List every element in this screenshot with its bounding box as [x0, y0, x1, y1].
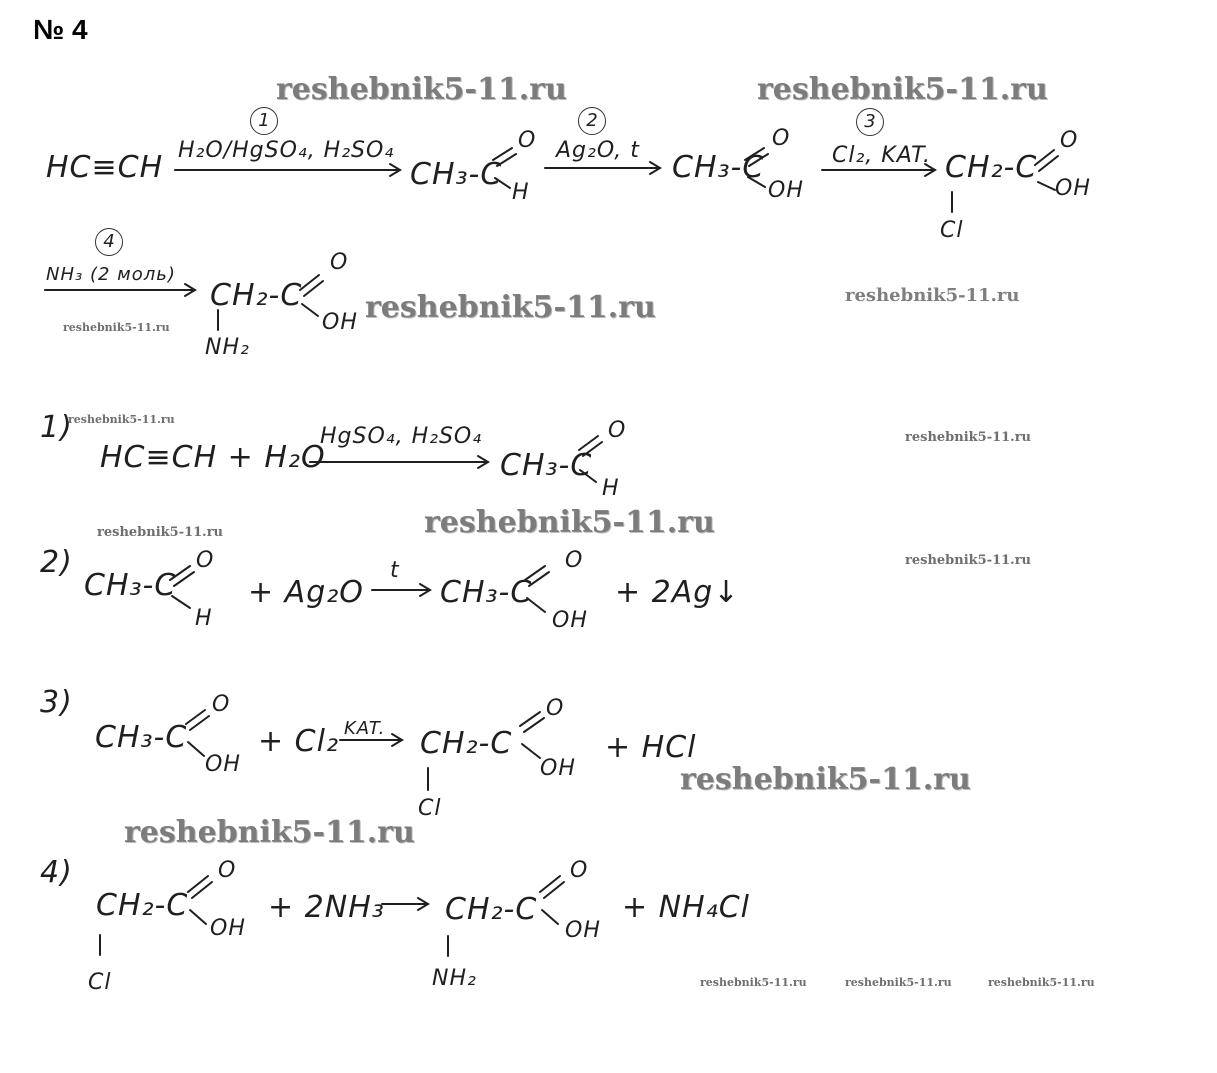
equation-3-reagent: KAT. — [344, 718, 386, 739]
equation-1-left: HC≡CH + H₂O — [100, 440, 326, 475]
equation-1-reagent: HgSO₄, H₂SO₄ — [320, 424, 483, 449]
equation-1-product: CH₃-C — [500, 448, 593, 483]
equation-2-group: OH — [552, 608, 588, 633]
watermark: reshebnik5-11.ru — [905, 430, 1032, 445]
equation-3-substituent: Cl — [418, 796, 442, 821]
equation-3-number: 3) — [40, 685, 73, 720]
equation-2-left-group: H — [195, 606, 213, 631]
product3-formula: CH₂-C — [945, 150, 1038, 185]
equation-3-byproduct: + HCl — [605, 730, 697, 765]
watermark: reshebnik5-11.ru — [365, 290, 656, 325]
product4-substituent: NH₂ — [205, 335, 250, 360]
equation-2-oxygen: O — [565, 548, 584, 573]
product2-hydroxyl: OH — [768, 178, 804, 203]
watermark: reshebnik5-11.ru — [63, 321, 170, 334]
equation-4-oxygen: O — [570, 858, 589, 883]
product4-hydroxyl: OH — [322, 310, 358, 335]
watermark: reshebnik5-11.ru — [988, 976, 1095, 989]
equation-4-group: OH — [565, 918, 601, 943]
equation-3-oxygen: O — [546, 696, 565, 721]
product2-oxygen: O — [772, 126, 791, 151]
equation-2-product: CH₃-C — [440, 575, 533, 610]
watermark: reshebnik5-11.ru — [124, 815, 415, 850]
step-4-marker: 4 — [95, 228, 123, 256]
watermark: reshebnik5-11.ru — [905, 553, 1032, 568]
equation-1-oxygen: O — [608, 418, 627, 443]
equation-3-reactant: + Cl₂ — [258, 724, 339, 759]
product1-formula: CH₃-C — [410, 157, 503, 192]
equation-2-left-oxygen: O — [196, 548, 215, 573]
watermark: reshebnik5-11.ru — [97, 525, 224, 540]
product4-oxygen: O — [330, 250, 349, 275]
watermark: reshebnik5-11.ru — [68, 413, 175, 426]
equation-4-left-group: OH — [210, 916, 246, 941]
watermark: reshebnik5-11.ru — [845, 285, 1020, 306]
equation-3-group: OH — [540, 756, 576, 781]
equation-3-product: CH₂-C — [420, 726, 513, 761]
equation-2-byproduct: + 2Ag↓ — [615, 575, 740, 610]
arrow2-reagent: Ag₂O, t — [556, 138, 640, 163]
equation-4-reactant: + 2NH₃ — [268, 890, 385, 925]
equation-4-substituent: NH₂ — [432, 966, 477, 991]
equation-2-reactant: + Ag₂O — [248, 575, 364, 610]
start-compound: HC≡CH — [46, 150, 164, 185]
product3-oxygen: O — [1060, 128, 1079, 153]
equation-4-product: CH₂-C — [445, 892, 538, 927]
watermark: reshebnik5-11.ru — [845, 976, 952, 989]
equation-1-group: H — [602, 476, 620, 501]
equation-2-left: CH₃-C — [84, 568, 177, 603]
step-2-marker: 2 — [578, 107, 606, 135]
product3-substituent: Cl — [940, 218, 964, 243]
watermark: reshebnik5-11.ru — [757, 72, 1048, 107]
product4-formula: CH₂-C — [210, 278, 303, 313]
watermark: reshebnik5-11.ru — [424, 505, 715, 540]
step-3-marker: 3 — [856, 108, 884, 136]
equation-4-byproduct: + NH₄Cl — [622, 890, 750, 925]
watermark: reshebnik5-11.ru — [700, 976, 807, 989]
product1-hydrogen: H — [512, 180, 530, 205]
product3-hydroxyl: OH — [1055, 176, 1091, 201]
watermark: reshebnik5-11.ru — [680, 762, 971, 797]
equation-2-reagent: t — [390, 558, 400, 583]
product1-oxygen: O — [518, 128, 537, 153]
watermark: reshebnik5-11.ru — [276, 72, 567, 107]
equation-4-number: 4) — [40, 855, 73, 890]
arrow1-reagent: H₂O/HgSO₄, H₂SO₄ — [178, 138, 395, 163]
equation-3-left: CH₃-C — [95, 720, 188, 755]
equation-4-left: CH₂-C — [96, 888, 189, 923]
arrow4-reagent: NH₃ (2 моль) — [46, 264, 176, 285]
equation-4-left-oxygen: O — [218, 858, 237, 883]
arrow3-reagent: Cl₂, KAT. — [832, 143, 931, 168]
equation-3-left-group: OH — [205, 752, 241, 777]
problem-number: № 4 — [33, 14, 88, 45]
product2-formula: CH₃-C — [672, 150, 765, 185]
step-1-marker: 1 — [250, 107, 278, 135]
equation-1-number: 1) — [40, 410, 73, 445]
equation-3-left-oxygen: O — [212, 692, 231, 717]
equation-4-left-substituent: Cl — [88, 970, 112, 995]
equation-2-number: 2) — [40, 545, 73, 580]
